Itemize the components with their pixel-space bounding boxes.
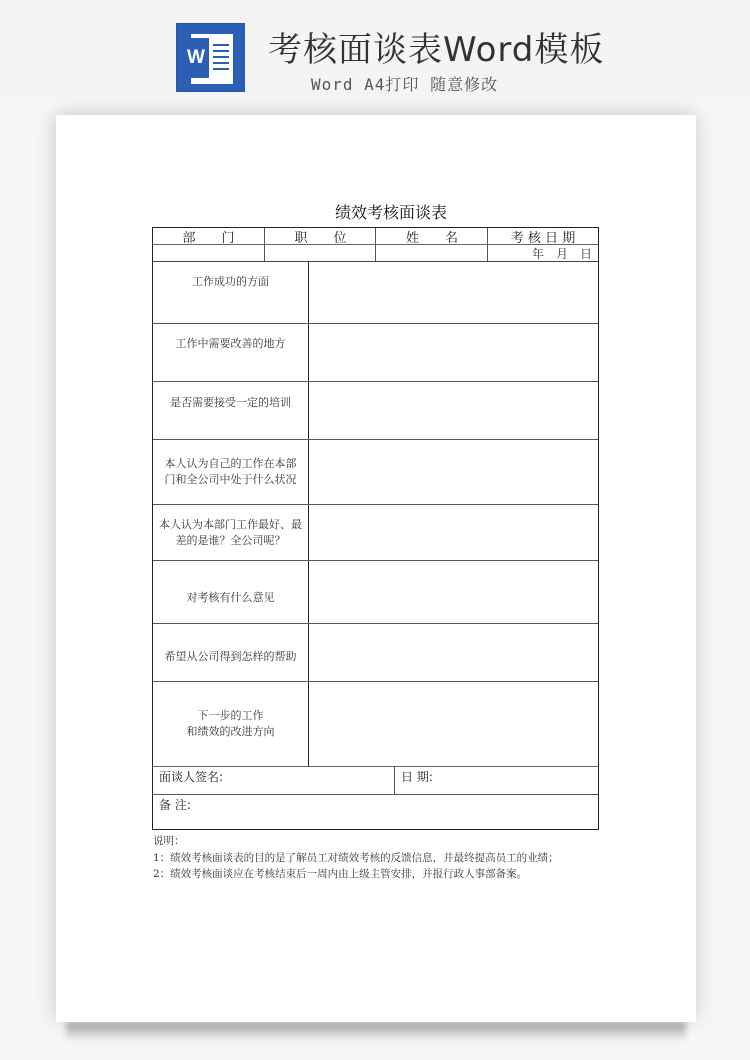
question-line: 本人认为自己的工作在本部	[164, 457, 297, 470]
header-name: 姓 名	[405, 231, 458, 246]
signature-date-field[interactable]	[443, 767, 598, 794]
name-field[interactable]	[376, 245, 488, 262]
answer-work-success[interactable]	[309, 262, 598, 322]
question-next-steps	[153, 682, 308, 766]
answer-areas-to-improve[interactable]	[309, 324, 598, 381]
signature-date-label: 日 期:	[401, 770, 433, 784]
answer-best-worst[interactable]	[309, 505, 598, 560]
notes-heading: 说明：	[153, 835, 185, 847]
interviewer-signature-field[interactable]	[223, 767, 393, 794]
question-line: 差的是谁？全公司呢？	[175, 533, 286, 547]
remarks-field[interactable]	[203, 795, 598, 829]
position-field[interactable]	[265, 245, 376, 262]
answer-self-assessment[interactable]	[309, 440, 598, 504]
question-training-needed: 是否需要接受一定的培训	[170, 396, 291, 409]
header-department: 部 门	[182, 231, 235, 246]
question-line: 和绩效的改进方向	[186, 725, 275, 738]
answer-help-expected[interactable]	[309, 624, 598, 681]
header-review-date: 考 核 日 期	[510, 231, 576, 246]
banner-title: 考核面谈表Word模板	[268, 30, 605, 70]
word-icon	[176, 23, 245, 92]
review-date-field[interactable]: 年 月 日	[531, 247, 592, 261]
note-item: 1：绩效考核面谈表的目的是了解员工对绩效考核的反馈信息，并最终提高员工的业绩；	[153, 851, 559, 864]
form-title: 绩效考核面谈表	[334, 203, 447, 222]
question-self-assessment	[153, 440, 308, 504]
question-areas-to-improve: 工作中需要改善的地方	[175, 337, 286, 350]
question-help-expected: 希望从公司得到怎样的帮助	[164, 650, 297, 663]
header-position: 职 位	[294, 231, 347, 246]
question-line: 本人认为本部门工作最好、最	[159, 517, 302, 531]
question-line: 下一步的工作	[197, 709, 264, 722]
interview-form-table	[152, 227, 599, 830]
question-best-worst	[153, 505, 308, 560]
banner-subtitle: Word A4打印 随意修改	[311, 75, 499, 94]
note-item: 2：绩效考核面谈应在考核结束后一周内由上级主管安排，并报行政人事部备案。	[153, 868, 528, 880]
word-letter: W	[183, 38, 209, 78]
department-field[interactable]	[153, 245, 264, 262]
banner	[0, 0, 750, 100]
question-line: 门和全公司中处于什么状况	[164, 473, 297, 486]
question-review-opinion: 对考核有什么意见	[186, 591, 275, 604]
page-shadow	[66, 1022, 686, 1040]
answer-training-needed[interactable]	[309, 382, 598, 439]
answer-review-opinion[interactable]	[309, 561, 598, 623]
remarks-label: 备 注:	[159, 798, 191, 812]
question-work-success: 工作成功的方面	[192, 275, 269, 288]
interviewer-signature-label: 面谈人签名:	[159, 770, 224, 784]
notes-section	[153, 833, 559, 883]
answer-next-steps[interactable]	[309, 682, 598, 766]
